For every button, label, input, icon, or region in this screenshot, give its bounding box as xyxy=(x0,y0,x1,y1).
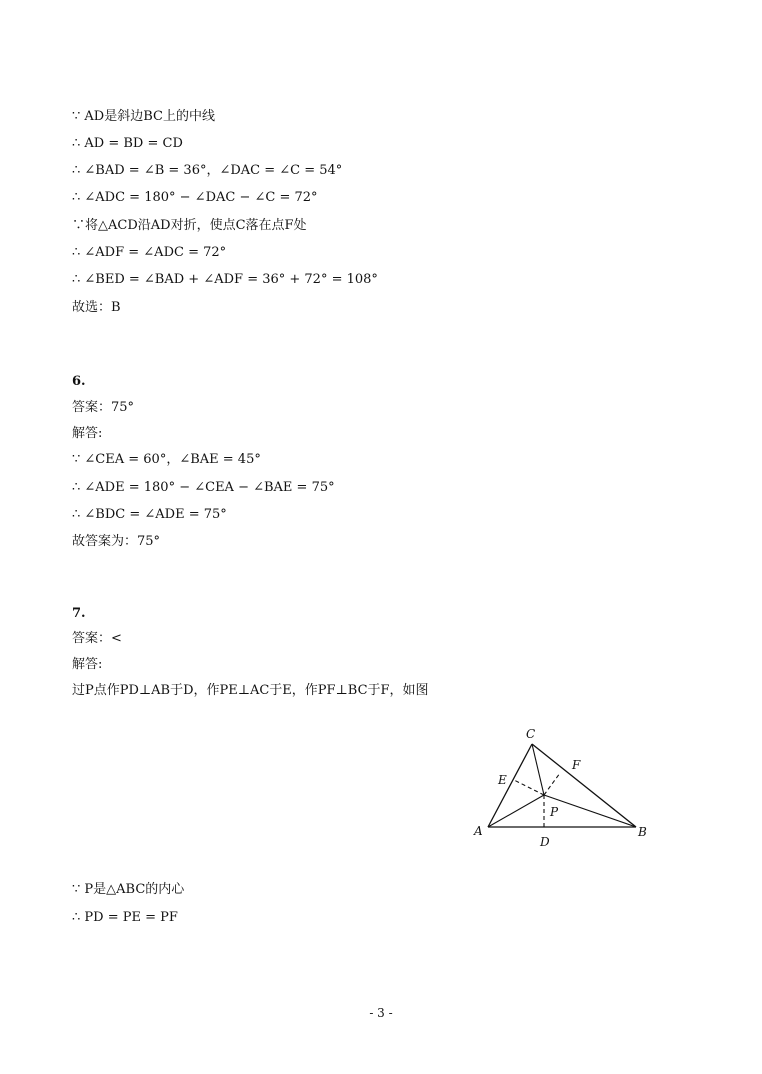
perpendicular-pe xyxy=(514,780,544,795)
q5-line-3: ∴ ∠BAD = ∠B = 36°，∠DAC = ∠C = 54° xyxy=(72,163,343,178)
q6-line-3: ∴ ∠BDC = ∠ADE = 75° xyxy=(72,507,227,522)
label-c: C xyxy=(526,727,536,741)
label-a: A xyxy=(474,824,483,838)
label-b: B xyxy=(638,825,647,839)
perpendicular-pf xyxy=(544,773,560,795)
q6-line-1: ∵ ∠CEA = 60°，∠BAE = 45° xyxy=(72,452,261,467)
page-number: - 3 - xyxy=(369,1006,393,1020)
q5-line-7: ∴ ∠BED = ∠BAD + ∠ADF = 36° + 72° = 108° xyxy=(72,272,378,287)
q6-final-answer: 故答案为：75° xyxy=(72,534,161,549)
q7-answer: 答案：< xyxy=(72,631,122,646)
q5-line-5: ∵将△ACD沿AD对折，使点C落在点F处 xyxy=(72,218,307,233)
q5-line-4: ∴ ∠ADC = 180° − ∠DAC − ∠C = 72° xyxy=(72,190,318,205)
q5-line-6: ∴ ∠ADF = ∠ADC = 72° xyxy=(72,245,227,260)
q7-solution-label: 解答: xyxy=(72,657,103,672)
q6-solution-label: 解答: xyxy=(72,426,103,441)
q7-construction: 过P点作PD⊥AB于D，作PE⊥AC于E，作PF⊥BC于F，如图 xyxy=(72,683,429,698)
q7-line-2: ∴ PD = PE = PF xyxy=(72,910,178,925)
q6-number: 6. xyxy=(72,374,86,389)
triangle-incenter-diagram xyxy=(462,722,662,852)
q6-line-2: ∴ ∠ADE = 180° − ∠CEA − ∠BAE = 75° xyxy=(72,480,335,495)
q5-line-1: ∵ AD是斜边BC上的中线 xyxy=(72,109,215,124)
label-f: F xyxy=(572,758,581,772)
q5-line-2: ∴ AD = BD = CD xyxy=(72,136,183,151)
q7-line-1: ∵ P是△ABC的内心 xyxy=(72,882,185,897)
label-e: E xyxy=(498,773,507,787)
label-d: D xyxy=(540,835,550,849)
label-p: P xyxy=(550,805,559,819)
q6-answer: 答案：75° xyxy=(72,400,135,415)
q5-final-choice: 故选：B xyxy=(72,300,121,315)
side-bc xyxy=(532,744,636,827)
q7-number: 7. xyxy=(72,606,86,621)
